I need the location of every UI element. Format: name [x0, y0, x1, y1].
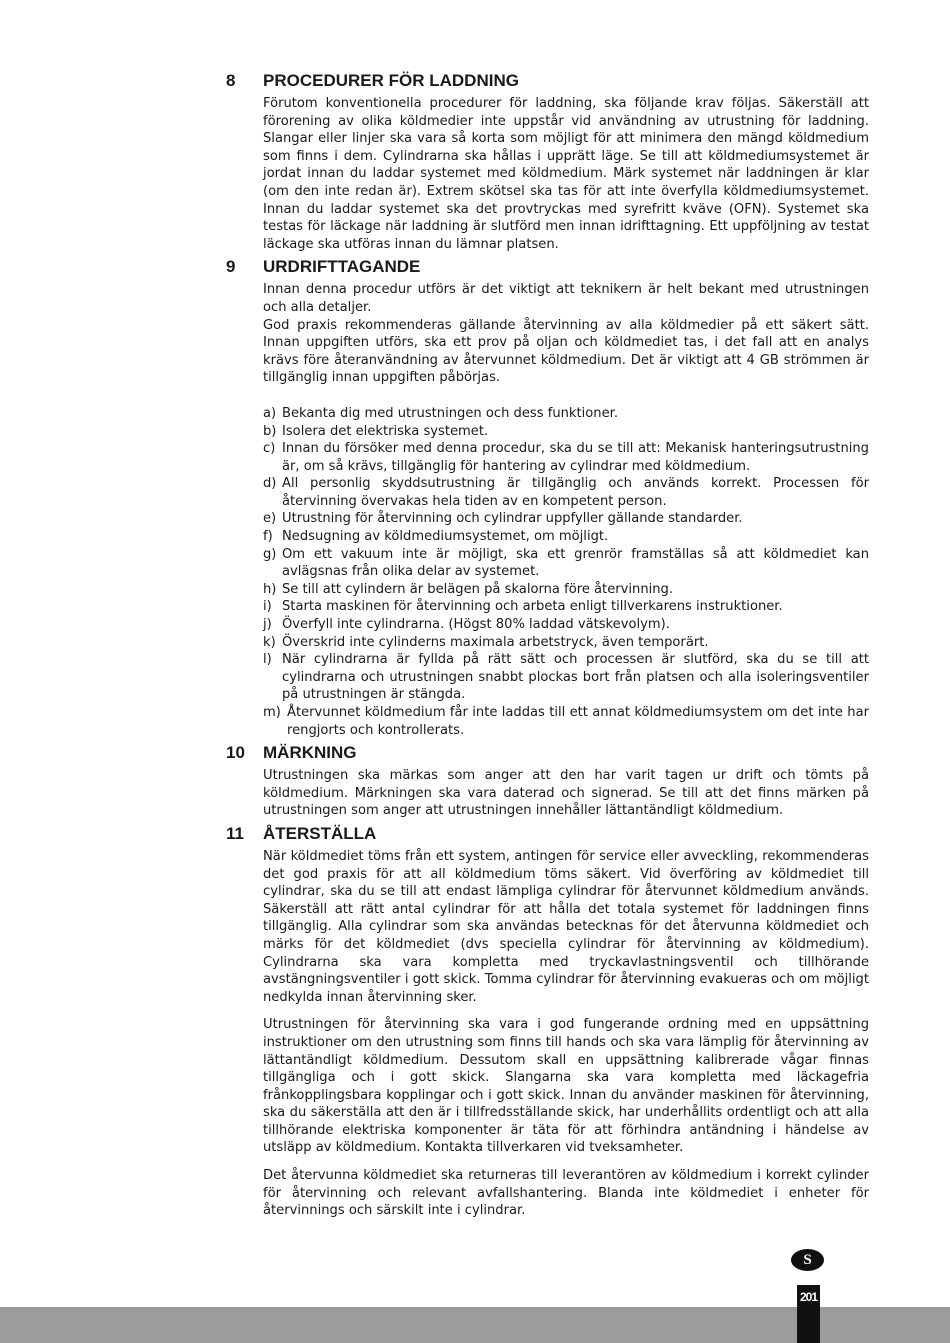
list-marker: m) [263, 705, 281, 720]
paragraph: Utrustningen ska märkas som anger att den har varit tagen ur drift och tömts på köldmedium. Märkningen ska vara daterad och signerad. Se till att det finns märken på utrustningen som anger att utrustningen innehåller lättantändligt köldmedium. [263, 768, 869, 819]
list-item [263, 546, 869, 581]
list-item-text: Se till att cylindern är belägen på skalorna före återvinning. [282, 581, 674, 597]
section-body [263, 281, 869, 739]
list-item [263, 581, 869, 599]
list-item [263, 598, 869, 616]
list-marker: g) [263, 546, 277, 562]
list-item-text: Överskrid inte cylinderns maximala arbetstryck, även temporärt. [282, 634, 709, 650]
language-badge: S [791, 1249, 824, 1271]
list-item-text: Isolera det elektriska systemet. [282, 423, 489, 439]
section-title: URDRIFTTAGANDE [263, 257, 421, 277]
list-item-text: Bekanta dig med utrustningen och dess funktioner. [282, 405, 618, 421]
section-number: 11 [226, 823, 244, 843]
section-heading [226, 71, 869, 95]
list-marker: d) [263, 476, 277, 492]
list-item [263, 440, 869, 475]
list-item-text: Utrustning för återvinning och cylindrar uppfyller gällande standarder. [282, 511, 743, 527]
list-marker: b) [263, 423, 277, 439]
section-8 [226, 71, 869, 253]
section-heading [226, 743, 869, 767]
list-marker: f) [263, 529, 273, 545]
paragraph: Förutom konventionella procedurer för laddning, ska följande krav följas. Säkerställ att förorening av olika köldmedier inte uppstår vid användning av utrustning för laddning. Slangar eller linjer ska vara så korta som möjligt för att minimera den mängd köldmedium som finns i dem. Cylindrarna ska hållas i upprätt läge. Se till att köldmediumsystemet är jordat innan du laddar systemet med köldmedium. Märk systemet när laddningen är klar (om den inte redan är). Extrem skötsel ska tas för att inte överfylla köldmediumsystemet. Innan du laddar systemet ska det provtryckas med syrefritt kväve (OFN). Systemet ska testas för läckage när laddning är slutförd men innan idrifttagning. Ett uppföljning av testat läckage ska utföras innan du lämnar platsen. [263, 96, 869, 252]
list-marker: l) [263, 652, 272, 668]
list-item [263, 704, 869, 739]
page-number: 201 [799, 1290, 818, 1304]
list-item-text: Återvunnet köldmedium får inte laddas till ett annat köldmediumsystem om det inte har rengjorts och kontrollerats. [287, 705, 869, 738]
list-item [263, 510, 869, 528]
section-heading [226, 257, 869, 281]
paragraph: Det återvunna köldmediet ska returneras till leverantören av köldmedium i korrekt cylinder för återvinning och relevant avfallshantering. Blanda inte köldmediet i enheter för återvinnings och särskilt inte i cylindrar. [263, 1168, 869, 1219]
list-item-text: Innan du försöker med denna procedur, ska du se till att: Mekanisk hanteringsutrustning är, om så krävs, tillgänglig för hantering av cylindrar med köldmedium. [282, 441, 869, 474]
list-marker: e) [263, 511, 277, 527]
list-item-text: Om ett vakuum inte är möjligt, ska ett grenrör framställas så att köldmediet kan avlägsnas från olika delar av systemet. [282, 546, 869, 580]
section-title: ÅTERSTÄLLA [263, 823, 377, 843]
paragraph: När köldmediet töms från ett system, antingen för service eller avveckling, rekommenderas det god praxis för att all köldmedium töms säkert. Vid överföring av köldmediet till cylindrar, ska du se till att endast lämpliga cylindrar för återvunnet köldmedium används. Säkerställ att rätt antal cylindrar för att hålla det totala systemet för laddningen finns tillgänglig. Alla cylindrar som ska användas betecknas för det återvunna köldmediet och märks för det köldmediet (dvs speciella cylindrar för återvinning av köldmedium). Cylindrarna ska vara kompletta med tryckavlastningsventil och tillhörande avstängningsventiler i gott skick. Tomma cylindrar för återvinning evakueras och om möjligt nedkylda innan återvinning sker. [263, 848, 869, 1005]
list-marker: k) [263, 634, 276, 650]
section-number: 9 [226, 257, 236, 277]
section-number: 8 [226, 71, 236, 90]
section-title: MÄRKNING [263, 743, 357, 763]
paragraph: God praxis rekommenderas gällande återvinning av alla köldmedier på ett säkert sätt. Innan uppgiften utförs, ska ett prov på oljan och köldmediet tas, i det fall att en analys krävs före återanvändning av återvunnet köldmedium. Det är viktigt att 4 GB strömmen är tillgänglig innan uppgiften påbörjas. [263, 317, 869, 386]
list-item [263, 405, 869, 423]
list-item-text: Nedsugning av köldmediumsystemet, om möjligt. [282, 529, 609, 545]
section-10 [226, 743, 869, 820]
page-content [226, 71, 869, 1220]
list-item [263, 528, 869, 546]
list-item [263, 616, 869, 634]
list-item [263, 634, 869, 652]
section-11 [226, 824, 869, 1220]
list-item [263, 423, 869, 441]
section-title: PROCEDURER FÖR LADDNING [263, 71, 519, 90]
list-marker: c) [263, 441, 276, 457]
paragraph: Utrustningen för återvinning ska vara i god fungerande ordning med en uppsättning instruktioner om den utrustning som finns till hands och ska vara lämplig för återvinning av lättantändligt köldmedium. Dessutom skall en uppsättning kalibrerade vågar finnas tillgängliga och i gott skick. Slangarna ska vara kompletta med läckagefria frånkopplingsbara kopplingar och i gott skick. Innan du använder maskinen för återvinning, ska du säkerställa att den är i tillfredsställande skick, har underhållits ordentligt och att alla tillhörande elektriska komponenter är täta för att förhindra antändning i händelse av utsläpp av köldmedium. Kontakta tillverkaren vid tveksamheter. [263, 1017, 869, 1156]
section-body [263, 95, 869, 253]
section-body [263, 767, 869, 820]
procedure-list [263, 405, 869, 739]
section-heading [226, 824, 869, 848]
list-item-text: All personlig skyddsutrustning är tillgänglig och används korrekt. Processen för återvinning övervakas hela tiden av en kompetent person. [282, 476, 869, 509]
section-9 [226, 257, 869, 739]
section-body [263, 848, 869, 1220]
list-item-text: Överfyll inte cylindrarna. (Högst 80% laddad vätskevolym). [282, 617, 670, 633]
list-item [263, 651, 869, 704]
list-marker: j) [263, 617, 272, 633]
list-marker: h) [263, 581, 277, 597]
section-number: 10 [226, 743, 245, 763]
list-item [263, 475, 869, 510]
list-marker: i) [263, 599, 272, 615]
list-marker: a) [263, 405, 277, 421]
paragraph: Innan denna procedur utförs är det viktigt att teknikern är helt bekant med utrustningen och alla detaljer. [263, 282, 869, 315]
list-item-text: När cylindrarna är fyllda på rätt sätt och processen är slutförd, ska du se till att cylindrarna och utrustningen snabbt plockas bort från platsen och alla isoleringsventiler på utrustningen är stängda. [282, 652, 869, 703]
list-item-text: Starta maskinen för återvinning och arbeta enligt tillverkarens instruktioner. [282, 599, 783, 615]
